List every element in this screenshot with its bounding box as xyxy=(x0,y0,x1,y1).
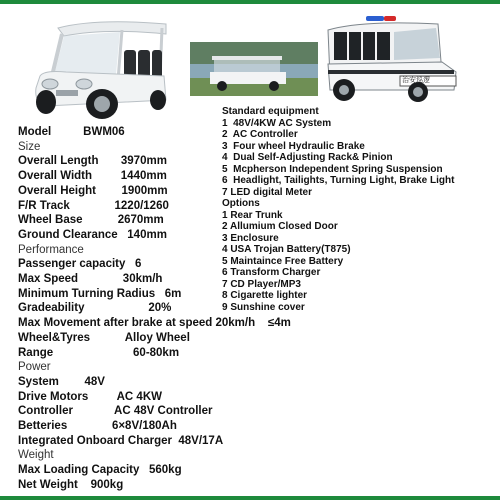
cart-outdoor-photo xyxy=(190,42,318,96)
equipment-heading: Standard equipment xyxy=(222,106,319,117)
patrol-cart-photo xyxy=(322,14,462,102)
spec-section-heading: Weight xyxy=(18,449,54,462)
spec-row: Range 60-80km xyxy=(18,346,180,359)
spec-row: Overall Width 1440mm xyxy=(18,170,167,183)
spec-row: Integrated Onboard Charger 48V/17A xyxy=(18,434,224,447)
equipment-item: 9 Sunshine cover xyxy=(222,301,305,313)
spec-row: System 48V xyxy=(18,375,105,388)
spec-row: Max Loading Capacity 560kg xyxy=(18,464,182,477)
equipment-item: 5 Mcpherson Independent Spring Suspension xyxy=(222,163,443,175)
spec-row: Minimum Turning Radius 6m xyxy=(18,287,182,300)
spec-row: Max Movement after brake at speed 20km/h ≤4m xyxy=(18,317,291,330)
spec-section-heading: Power xyxy=(18,361,51,374)
equipment-item: 1 Rear Trunk xyxy=(222,209,283,221)
equipment-item: 8 Cigarette lighter xyxy=(222,290,308,301)
patrol-plate-text: 治安巡逻 xyxy=(402,76,430,84)
bottom-accent-bar xyxy=(0,496,500,500)
spec-row: Drive Motors AC 4KW xyxy=(18,390,162,403)
equipment-item: 4 USA Trojan Battery(T875) xyxy=(222,244,351,255)
equipment-heading: Options xyxy=(222,198,260,209)
spec-row: Controller AC 48V Controller xyxy=(18,405,213,418)
equipment-item: 2 AC Controller xyxy=(222,129,298,140)
spec-row: Max Speed 30km/h xyxy=(18,273,163,285)
equipment-item: 4 Dual Self-Adjusting Rack& Pinion xyxy=(222,152,393,163)
equipment-item: 3 Enclosure xyxy=(222,232,279,244)
equipment-item: 5 Maintaince Free Battery xyxy=(222,255,344,267)
spec-row: Overall Height 1900mm xyxy=(18,184,168,197)
top-accent-bar xyxy=(0,0,500,4)
spec-row: F/R Track 1220/1260 xyxy=(18,199,169,212)
cart-front-photo xyxy=(26,14,176,124)
equipment-item: 6 Headlight, Tailights, Turning Light, Brake Light xyxy=(222,175,455,186)
spec-row: Ground Clearance 140mm xyxy=(18,228,167,241)
spec-row: Wheel Base 2670mm xyxy=(18,214,164,227)
spec-row: Gradeability 20% xyxy=(18,302,172,315)
spec-row: Betteries 6×8V/180Ah xyxy=(18,420,177,432)
spec-section-heading: Size xyxy=(18,140,41,153)
equipment-item: 1 48V/4KW AC System xyxy=(222,117,332,129)
equipment-item: 2 Allumium Closed Door xyxy=(222,221,338,232)
spec-row: Net Weight 900kg xyxy=(18,478,124,491)
spec-row: Overall Length 3970mm xyxy=(18,155,167,168)
equipment-item: 7 CD Player/MP3 xyxy=(222,278,301,290)
equipment-item: 7 LED digital Meter xyxy=(222,186,313,198)
equipment-item: 6 Transform Charger xyxy=(222,267,321,278)
equipment-item: 3 Four wheel Hydraulic Brake xyxy=(222,140,365,152)
spec-row: Model BWM06 xyxy=(18,126,125,138)
spec-row: Passenger capacity 6 xyxy=(18,258,142,271)
spec-row: Wheel&Tyres Alloy Wheel xyxy=(18,331,190,344)
spec-section-heading: Performance xyxy=(18,243,84,256)
